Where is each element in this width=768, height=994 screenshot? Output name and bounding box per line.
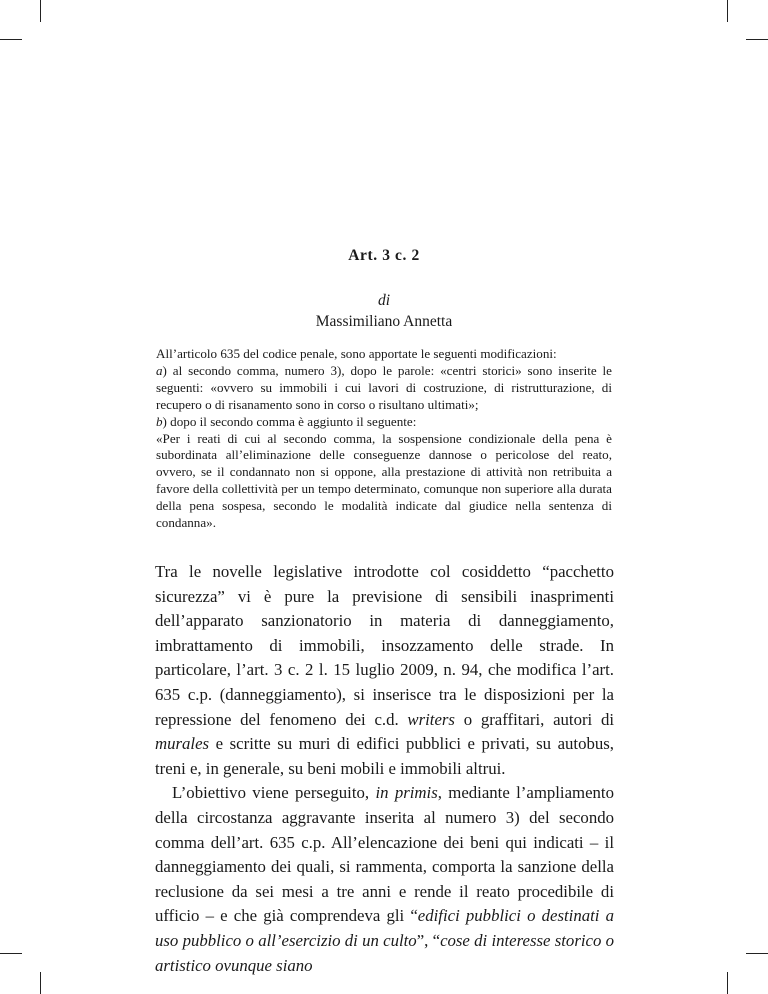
body-text	[155, 560, 614, 978]
crop-mark-top-left-h	[0, 39, 22, 40]
body-p2-cose: cose di interesse storico o artistico ovunque siano	[155, 930, 614, 975]
quote-item-a-text: ) al secondo comma, numero 3), dopo le parole: «centri storici» sono inserite le seguenti: «ovvero su immobili i cui lavori di costruzione, di ristrutturazione, di recupero o di risanamento sono in corso o risultano ultimati»;	[156, 362, 612, 412]
body-p1-murales: murales	[155, 734, 210, 754]
body-paragraph-1	[155, 560, 614, 781]
body-p1-writers: writers	[407, 709, 455, 729]
quote-item-b	[156, 414, 612, 431]
quote-item-a-label: a	[156, 362, 163, 378]
body-p2-text-a: L’obiettivo viene perseguito,	[172, 783, 376, 803]
quote-item-b-quote: «Per i reati di cui al secondo comma, la sospensione condizionale della pena è subordinata all’eliminazione delle conseguenze dannose o pericolose del reato, ovvero, se il condannato non si oppone, alla prestazione di attività non retribuita a favore della collettività per un tempo determinato, comunque non superiore alla durata della pena sospesa, secondo le modalità indicate dal giudice nella sentenza di condanna».	[156, 430, 612, 531]
crop-mark-bottom-right-h	[746, 953, 768, 954]
crop-mark-bottom-left-v	[40, 972, 41, 994]
author-name: Massimiliano Annetta	[315, 313, 453, 330]
body-p2-text-b: , mediante l’ampliamento della circostanza aggravante inserita al numero 3) del secondo comma dell’art. 635 c.p. All’elencazione dei beni qui indicati – il danneggiamento dei quali, si rammenta, comporta la sanzione della reclusione da sei mesi a tre anni e rende il reato procedibile di ufficio – e che già comprendeva gli “	[155, 783, 614, 926]
body-p1-text-a: Tra le novelle legislative introdotte col cosiddetto “pacchetto sicurezza” vi è pure la previsione di sensibili inasprimenti dell’apparato sanzionatorio in materia di danneggiamento, imbrattamento di immobili, insozzamento delle strade. In particolare, l’art. 3 c. 2 l. 15 luglio 2009, n. 94, che modifica l’art. 635 c.p. (danneggiamento), si inserisce tra le disposizioni per la repressione del fenomeno dei c.d.	[155, 562, 614, 729]
body-p2-text-c: ”, “	[416, 930, 441, 950]
author-prefix: di	[377, 292, 391, 309]
crop-mark-top-left-v	[40, 0, 41, 22]
body-p1-text-c: e scritte su muri di edifici pubblici e privati, su autobus, treni e, in generale, su beni mobili e immobili altrui.	[155, 734, 614, 778]
crop-mark-bottom-right-v	[727, 972, 728, 994]
quote-intro: All’articolo 635 del codice penale, sono apportate le seguenti modificazioni:	[156, 346, 557, 361]
body-p2-inprimis: in primis	[375, 783, 438, 803]
legal-text-quote	[156, 346, 612, 532]
quote-item-b-text: ) dopo il secondo comma è aggiunto il seguente:	[162, 413, 417, 429]
crop-mark-top-right-v	[727, 0, 728, 22]
article-title: Art. 3 c. 2	[348, 247, 420, 264]
body-paragraph-2	[155, 781, 614, 978]
crop-mark-bottom-left-h	[0, 953, 22, 954]
quote-item-a	[156, 363, 612, 414]
quote-item-b-label: b	[156, 413, 163, 429]
body-p1-text-b: o graffitari, autori di	[454, 709, 614, 729]
body-p2-edifici: edifici pubblici o destinati a uso pubblico o all’esercizio di un culto	[155, 906, 614, 950]
crop-mark-top-right-h	[746, 39, 768, 40]
